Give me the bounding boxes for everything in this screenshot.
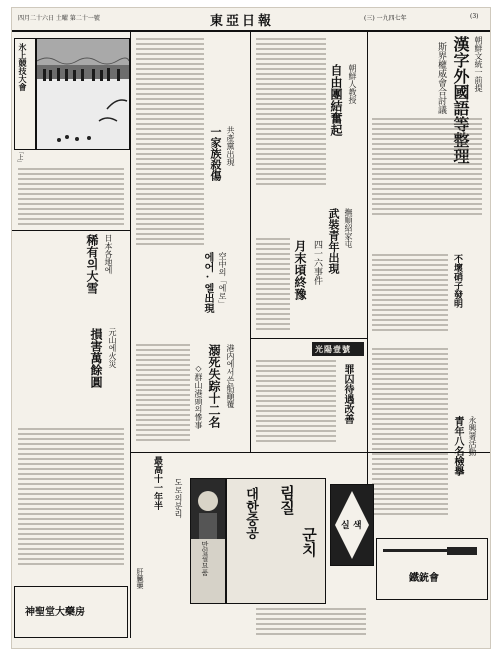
- headline-9-c: ◇群山港頭의慘事: [194, 364, 203, 429]
- portrait-image: [191, 479, 225, 539]
- photo-caption: 氷上競技大會: [18, 43, 28, 91]
- ad-small-print: [256, 608, 366, 640]
- section-rule: [12, 230, 130, 231]
- ad-portrait: [190, 478, 226, 604]
- headline-5-b: 一家族殺傷: [209, 126, 222, 181]
- headline-2-kicker: 朝鮮人教授: [348, 64, 357, 104]
- ad-3-text: 실 색: [341, 521, 362, 531]
- ad-block-4: [376, 538, 488, 600]
- headline-6-b: 에어·엘出現: [202, 252, 213, 313]
- headline-8-a: 元山에火災: [108, 328, 117, 368]
- headline-2-main: 自由團結奮起: [329, 64, 343, 136]
- skating-photo-image: [37, 39, 129, 149]
- headline-7-a: 日本各地에: [104, 234, 113, 274]
- skating-photo: [36, 38, 130, 150]
- article-13-body: [372, 348, 448, 518]
- ad-1-c: 군치: [300, 527, 318, 557]
- headline-11-a: 不壞硝子發明: [452, 254, 462, 308]
- ad-5-text: 神聖堂大藥房: [25, 607, 85, 618]
- article-1-body: [372, 118, 482, 218]
- ad-6-text: 肝臟藥: [136, 568, 144, 589]
- ad-1-a: 림질: [278, 485, 296, 515]
- headline-8-b: 損害萬餘圓: [89, 328, 103, 388]
- headline-3-b: 武裝青年出現: [327, 208, 340, 274]
- headline-12-a: 罪囚待遇改善: [342, 364, 353, 424]
- column-rule: [130, 32, 131, 638]
- article-9-body: [136, 344, 190, 448]
- headline-1-kicker: 朝鮮文統一前提: [474, 36, 483, 92]
- headline-6-a: 空中의「에로」: [218, 252, 227, 308]
- box-title-banner: [312, 342, 364, 356]
- article-12-body: [256, 360, 336, 448]
- headline-9-b: 溺死失踪十二名: [207, 344, 221, 428]
- headline-4-a: 四一六事件: [312, 240, 322, 285]
- article-7-body: [18, 168, 124, 228]
- article-4-body: [256, 238, 290, 334]
- headline-13-b: 青年八名檢擧: [452, 416, 463, 476]
- ad-2-b: 도로의분리: [174, 478, 183, 518]
- headline-10: 最高十一年半: [152, 456, 162, 510]
- box-title: 光陽壹號: [315, 344, 351, 354]
- masthead-title: 東亞日報: [210, 14, 275, 29]
- ad-block-5: [14, 586, 128, 638]
- article-8-body: [18, 428, 124, 568]
- photo-caption-note: 「上」: [16, 148, 23, 166]
- article-2-body: [256, 38, 326, 188]
- ad-2-a: 만일필묘품: [201, 541, 209, 576]
- headline-13-a: 永興署活動: [468, 416, 477, 456]
- headline-1-deck: 斯界權威會合討議: [436, 42, 446, 114]
- ad-block-3: [330, 484, 374, 566]
- masthead: [12, 8, 490, 32]
- section-rule: [250, 338, 367, 339]
- page-number: (3): [470, 13, 479, 20]
- headline-4-b: 月末頃終豫: [293, 240, 307, 300]
- article-11-body: [372, 254, 448, 338]
- rifle-icon: [377, 539, 487, 563]
- headline-9-a: 港内에서쓴船顚覆: [226, 344, 235, 408]
- ad-4-text: 鐵銃會: [409, 573, 439, 584]
- headline-1-main: 漢字外國語等整理: [451, 36, 470, 164]
- ad-1-b: 대한중공: [243, 487, 258, 539]
- masthead-left-date: 四月二十六日 土曜 第二十一號: [18, 15, 100, 22]
- column-rule: [250, 32, 251, 452]
- column-rule: [367, 32, 368, 532]
- headline-7-b: 稀有의大雪: [85, 234, 99, 294]
- newspaper-page: [12, 8, 490, 648]
- photo-caption-box: [14, 38, 36, 150]
- headline-5-a: 共產黨出現: [226, 126, 235, 166]
- headline-3-a: 撫順紹家屯: [344, 208, 353, 248]
- ad-block-1: [226, 478, 326, 604]
- masthead-right-date: (三) 一九四七年: [364, 15, 407, 22]
- article-5-body: [136, 38, 204, 248]
